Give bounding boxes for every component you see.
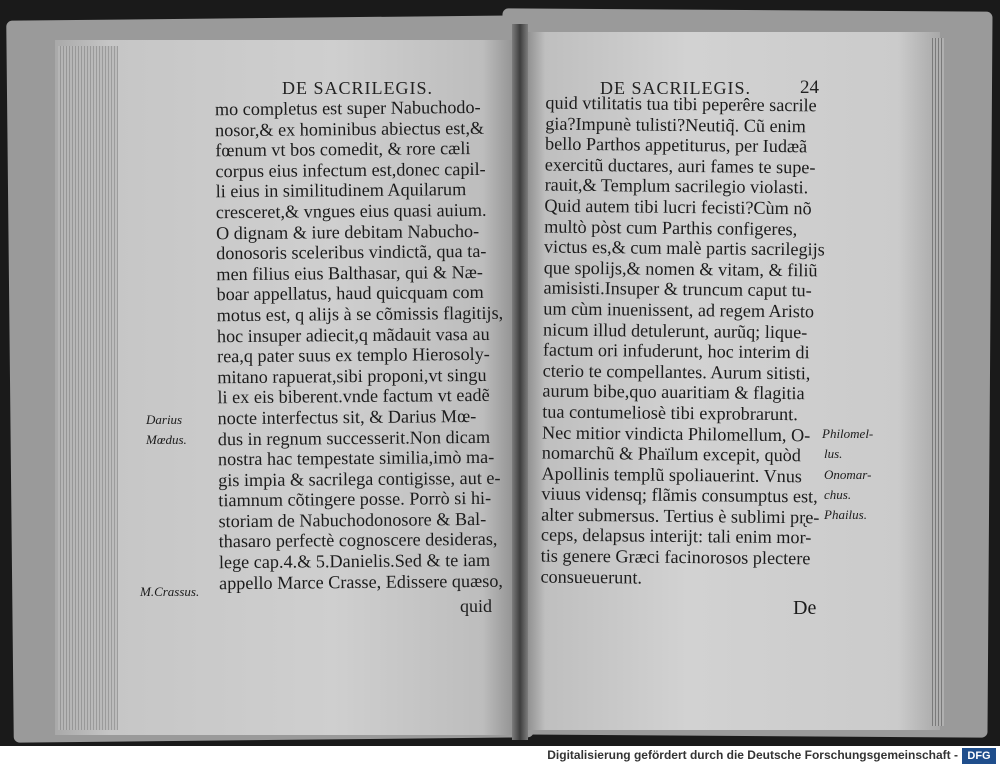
text-line: consueuerunt. bbox=[540, 566, 643, 588]
text-line: rea,q pater suus ex templo Hierosoly- bbox=[217, 343, 490, 367]
bleed-through-left bbox=[138, 270, 140, 284]
text-line: mitano rapuerat,sibi proponi,vt singu bbox=[217, 364, 487, 387]
text-line: quid vtilitatis tua tibi peperêre sacrile bbox=[545, 92, 817, 116]
text-line: mo completus est super Nabuchodo- bbox=[214, 96, 481, 120]
text-line: nosor,& ex hominibus abiectus est,& bbox=[215, 117, 485, 140]
text-line: exercitũ ductares, auri fames te supe- bbox=[544, 154, 816, 178]
text-line: nocte interfectus sit, & Darius Mœ- bbox=[217, 405, 477, 429]
right-running-head: DE SACRILEGIS. bbox=[600, 78, 752, 98]
text-line: corpus eius infectum est,donec capil- bbox=[215, 158, 486, 182]
text-line: Apollinis templũ spoliauerint. Vnus bbox=[541, 463, 803, 486]
left-text-block bbox=[215, 97, 506, 594]
text-line: fœnum vt bos comedit, & rore cæli bbox=[215, 138, 471, 161]
text-line: tiamnum cõtingere posse. Porrò si hi- bbox=[218, 488, 492, 511]
text-line: victus es,& cum malè partis sacrilegijs bbox=[543, 236, 825, 260]
text-line: motus est, q alijs à se cõmissis flagitijs, bbox=[216, 302, 504, 326]
margin-note-crassus: M.Crassus. bbox=[140, 584, 200, 599]
text-line: nomarchũ & Phaïlum excepit, quòd bbox=[541, 442, 802, 466]
text-line: um cùm inuenissent, ad regem Aristo bbox=[543, 298, 815, 322]
text-line: Nec mitior vindicta Philomellum, O- bbox=[541, 422, 811, 445]
text-line: amisisti.Insuper & truncum caput tu- bbox=[543, 277, 812, 301]
text-line: factum ori infuderunt, hoc interim di bbox=[542, 339, 810, 363]
text-line: lege cap.4.& 5.Danielis.Sed & te iam bbox=[218, 549, 491, 573]
text-line: gis impia & sacrilega contigisse, aut e- bbox=[218, 467, 501, 490]
text-line: cresceret,& vngues eius quasi auium. bbox=[215, 199, 487, 223]
text-line: li ex eis biberent.vnde factum vt eadẽ bbox=[217, 385, 490, 408]
text-line: boar appellatus, haud quicquam com bbox=[216, 282, 484, 305]
text-line: que spolijs,& nomen & vitam, & filiũ bbox=[543, 257, 818, 281]
text-line: men filius eius Balthasar, qui & Næ- bbox=[216, 261, 483, 285]
right-text-block bbox=[540, 93, 826, 590]
attribution-footer bbox=[0, 746, 1000, 766]
left-catchword: quid bbox=[460, 596, 493, 616]
text-line: Quid autem tibi lucri fecisti?Cùm nõ bbox=[544, 195, 812, 219]
text-line: storiam de Nabuchodonosore & Bal- bbox=[218, 508, 487, 532]
left-running-head: DE SACRILEGIS. bbox=[282, 78, 434, 98]
text-line: viuus vidensq; flãmis consumptus est, bbox=[541, 483, 818, 507]
dfg-logo: DFG bbox=[962, 748, 996, 764]
margin-note-darius: Darius bbox=[146, 412, 183, 427]
text-line: nostra hac tempestate similia,imò ma- bbox=[217, 446, 495, 470]
right-page-edges bbox=[930, 38, 944, 726]
text-line: appello Marce Crasse, Edissere quæso, bbox=[218, 570, 504, 593]
text-line: nicum illud detulerunt, aurũq; lique- bbox=[543, 319, 808, 342]
margin-note-onomarchus: Onomar- bbox=[824, 467, 872, 482]
text-line: cterio te compellantes. Aurum sitisti, bbox=[542, 360, 811, 384]
text-line: dus in regnum successerit.Non dicam bbox=[217, 426, 491, 449]
margin-note-onomarchus-cont: chus. bbox=[824, 487, 852, 502]
text-line: gia?Impunè tulisti?Neutiq̃. Cũ enim bbox=[545, 113, 807, 136]
margin-note-philomellus-cont: lus. bbox=[824, 446, 843, 461]
text-line: ceps, delapsus interijt: tali enim mor- bbox=[540, 524, 812, 548]
text-line: O dignam & iure debitam Nabucho- bbox=[215, 220, 480, 243]
text-line: tis genere Græci facinorosos plectere bbox=[540, 545, 811, 569]
book-gutter bbox=[512, 24, 528, 740]
text-line: hoc insuper adiecit,q mãdauit vasa au bbox=[216, 323, 490, 346]
text-line: li eius in similitudinem Aquilarum bbox=[215, 179, 467, 202]
text-line: thasaro perfectè cognoscere desideras, bbox=[218, 529, 498, 552]
margin-note-philomellus: Philomel- bbox=[822, 426, 874, 441]
attribution-text: Digitalisierung gefördert durch die Deutsche Forschungsgemeinschaft - bbox=[547, 748, 958, 762]
text-line: aurum bibe,quo auaritiam & flagitia bbox=[542, 380, 805, 404]
text-line: alter submersus. Tertius è sublimi pr̨e- bbox=[541, 504, 820, 528]
text-line: multò pòst cum Parthis configeres, bbox=[544, 216, 798, 239]
margin-note-moedus: Mœdus. bbox=[146, 432, 187, 447]
left-page-edges bbox=[58, 46, 118, 730]
text-line: donosoris sceleribus vindictã, qua ta- bbox=[216, 241, 487, 264]
text-line: bello Parthos appetiturus, per Iudæã bbox=[544, 133, 808, 157]
text-line: rauit,& Templum sacrilegio violasti. bbox=[544, 174, 809, 198]
text-line: tua contumeliosè tibi exprobrarunt. bbox=[542, 401, 798, 425]
right-catchword: De bbox=[793, 597, 817, 619]
page-number: 24 bbox=[800, 77, 819, 98]
margin-note-phailus: Phailus. bbox=[824, 507, 867, 522]
